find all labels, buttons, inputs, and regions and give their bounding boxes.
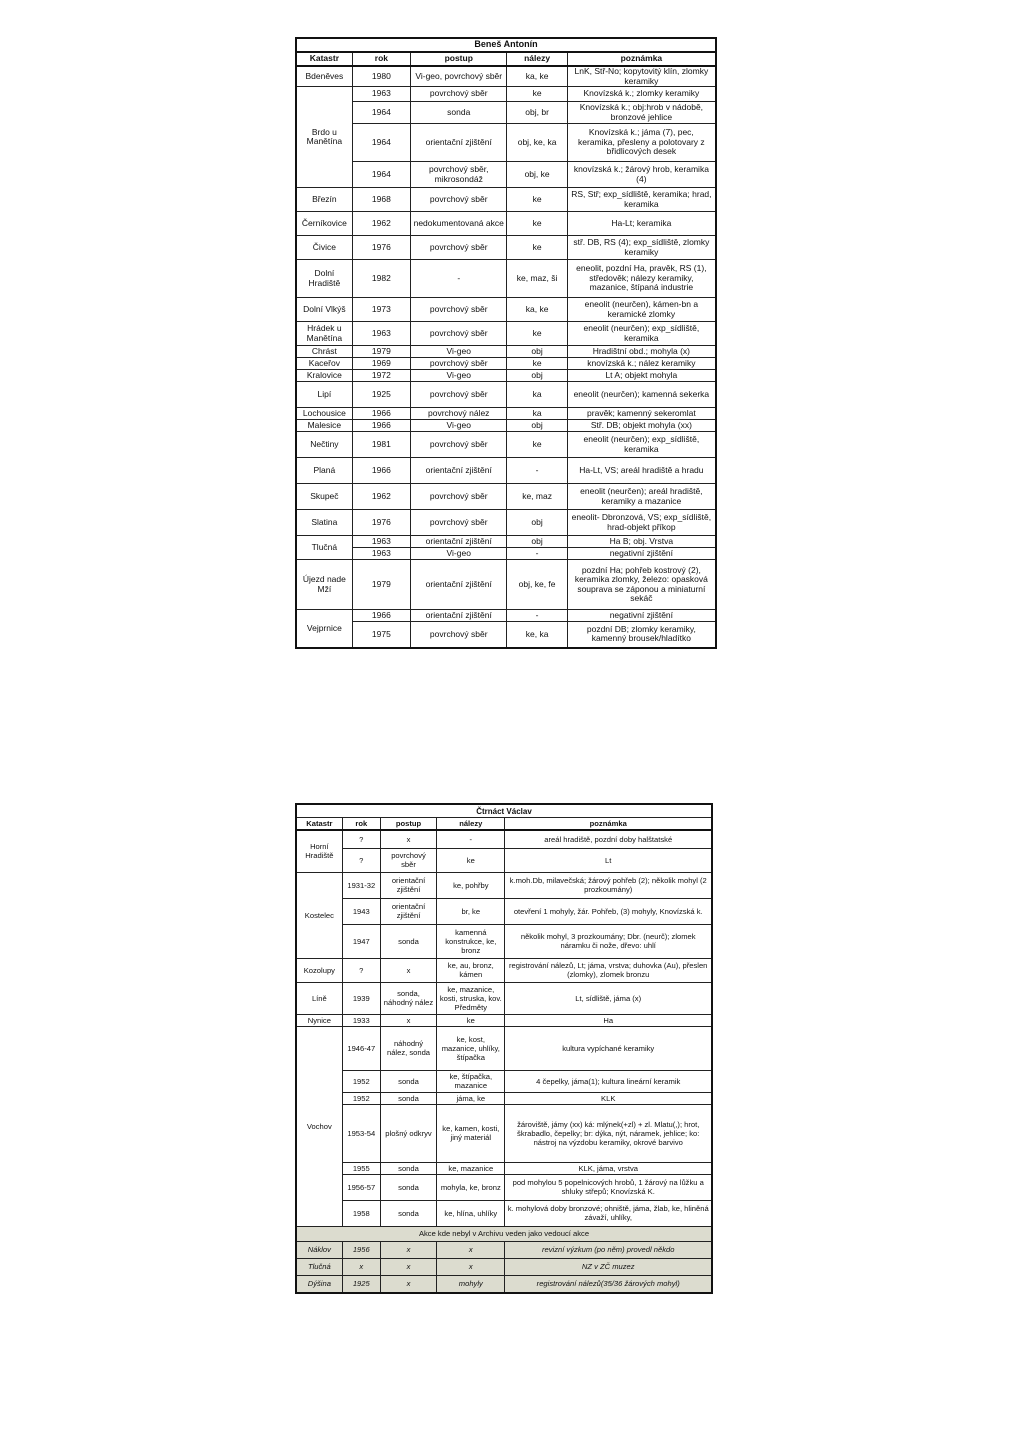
table-row bbox=[296, 66, 716, 87]
nalezy-cell: ke bbox=[437, 848, 505, 872]
poznamka-cell: pod mohylou 5 popelnicových hrobů, 1 žárový na lůžku a shluky střepů; Knovízská K. bbox=[505, 1174, 712, 1200]
poznamka-cell: eneolit (neurčen); exp_sídliště, keramika bbox=[567, 322, 716, 346]
nalezy-cell: ke, kost, mazanice, uhlíky, štípačka bbox=[437, 1026, 505, 1070]
table-caption: Beneš Antonín bbox=[296, 38, 716, 52]
table-row bbox=[296, 212, 716, 236]
rok-cell: 1952 bbox=[342, 1092, 380, 1104]
rok-cell: 1925 bbox=[352, 382, 410, 408]
nalezy-cell: obj bbox=[507, 370, 567, 382]
ctrnact-vaclav-table bbox=[295, 803, 713, 1294]
table-body bbox=[296, 830, 712, 1226]
nalezy-cell: ka bbox=[507, 408, 567, 420]
table-row bbox=[296, 484, 716, 510]
extra-row bbox=[296, 1258, 712, 1275]
nalezy-cell: mohyly bbox=[437, 1275, 505, 1293]
poznamka-cell: eneolit (neurčen); exp_sídliště, keramika bbox=[567, 432, 716, 458]
katastr-cell: Brdo u Manětína bbox=[296, 87, 352, 188]
nalezy-cell: obj bbox=[507, 536, 567, 548]
rok-cell: 1966 bbox=[352, 610, 410, 622]
poznamka-cell: pravěk; kamenný sekeromlat bbox=[567, 408, 716, 420]
nalezy-cell: ke bbox=[507, 432, 567, 458]
rok-cell: 1946-47 bbox=[342, 1026, 380, 1070]
katastr-cell: Kaceřov bbox=[296, 358, 352, 370]
poznamka-cell: LnK, Stř-No; kopytovitý klín, zlomky keramiky bbox=[567, 66, 716, 87]
postup-cell: Vi-geo bbox=[411, 420, 507, 432]
table-row bbox=[296, 382, 716, 408]
table-row bbox=[296, 1162, 712, 1174]
table-row bbox=[296, 87, 716, 102]
nalezy-cell: ke bbox=[507, 188, 567, 212]
poznamka-cell: Knovízská k.; zlomky keramiky bbox=[567, 87, 716, 102]
rok-cell: 1943 bbox=[342, 898, 380, 924]
table-row bbox=[296, 510, 716, 536]
postup-cell: x bbox=[380, 1241, 436, 1258]
nalezy-cell: jáma, ke bbox=[437, 1092, 505, 1104]
nalezy-cell: ka bbox=[507, 382, 567, 408]
poznamka-cell: eneolit (neurčen); areál hradiště, keramiky a mazanice bbox=[567, 484, 716, 510]
rok-cell: 1962 bbox=[352, 212, 410, 236]
katastr-cell: Lipí bbox=[296, 382, 352, 408]
nalezy-cell: ke, maz bbox=[507, 484, 567, 510]
rok-cell: 1958 bbox=[342, 1200, 380, 1226]
nalezy-cell: ke, pohřby bbox=[437, 872, 505, 898]
rok-cell: ? bbox=[342, 848, 380, 872]
rok-cell: x bbox=[342, 1258, 380, 1275]
table-row bbox=[296, 432, 716, 458]
katastr-cell: Dolní Vlkýš bbox=[296, 298, 352, 322]
nalezy-cell: ke, maz, ši bbox=[507, 260, 567, 298]
rok-cell: 1980 bbox=[352, 66, 410, 87]
nalezy-cell: ke, ka bbox=[507, 622, 567, 648]
postup-cell: povrchový sběr bbox=[411, 382, 507, 408]
nalezy-cell: ke bbox=[507, 322, 567, 346]
rok-cell: 1931-32 bbox=[342, 872, 380, 898]
nalezy-cell: obj, br bbox=[507, 102, 567, 124]
rok-cell: 1956-57 bbox=[342, 1174, 380, 1200]
poznamka-cell: eneolit- Dbronzová, VS; exp_sídliště, hrad-objekt příkop bbox=[567, 510, 716, 536]
poznamka-cell: KLK, jáma, vrstva bbox=[505, 1162, 712, 1174]
poznamka-cell: kultura vypíchané keramiky bbox=[505, 1026, 712, 1070]
table-row bbox=[296, 358, 716, 370]
table-row bbox=[296, 1014, 712, 1026]
postup-cell: orientační zjištění bbox=[380, 898, 436, 924]
postup-cell: orientační zjištění bbox=[380, 872, 436, 898]
poznamka-cell: RS, Stř; exp_sídliště, keramika; hrad, keramika bbox=[567, 188, 716, 212]
poznamka-cell: KLK bbox=[505, 1092, 712, 1104]
table-row bbox=[296, 260, 716, 298]
poznamka-cell: areál hradiště, pozdní doby halštatské bbox=[505, 830, 712, 848]
poznamka-cell: k.moh.Db, milavečská; žárový pohřeb (2); několik mohyl (2 prozkoumány) bbox=[505, 872, 712, 898]
nalezy-cell: obj bbox=[507, 420, 567, 432]
katastr-cell: Černíkovice bbox=[296, 212, 352, 236]
table-body bbox=[296, 66, 716, 648]
table-row bbox=[296, 1200, 712, 1226]
rok-cell: 1963 bbox=[352, 548, 410, 560]
table-row bbox=[296, 124, 716, 162]
katastr-cell: Hrádek u Manětína bbox=[296, 322, 352, 346]
poznamka-cell: eneolit, pozdní Ha, pravěk, RS (1), středověk; nálezy keramiky, mazanice, štípaná industrie bbox=[567, 260, 716, 298]
rok-cell: 1969 bbox=[352, 358, 410, 370]
postup-cell: sonda bbox=[380, 1174, 436, 1200]
poznamka-cell: pozdní DB; zlomky keramiky, kamenný brousek/hladítko bbox=[567, 622, 716, 648]
postup-cell: povrchový sběr bbox=[411, 322, 507, 346]
postup-cell: plošný odkryv bbox=[380, 1104, 436, 1162]
nalezy-cell: ke bbox=[437, 1014, 505, 1026]
katastr-cell: Čivice bbox=[296, 236, 352, 260]
nalezy-cell: - bbox=[437, 830, 505, 848]
katastr-cell: Líně bbox=[296, 982, 342, 1014]
katastr-cell: Kozolupy bbox=[296, 958, 342, 982]
postup-cell: orientační zjištění bbox=[411, 610, 507, 622]
table-row bbox=[296, 322, 716, 346]
rok-cell: ? bbox=[342, 958, 380, 982]
postup-cell: povrchový sběr bbox=[411, 358, 507, 370]
katastr-cell: Lochousice bbox=[296, 408, 352, 420]
postup-cell: nedokumentovaná akce bbox=[411, 212, 507, 236]
postup-cell: sonda bbox=[411, 102, 507, 124]
poznamka-cell: několik mohyl, 3 prozkoumány; Dbr. (neurč); zlomek náramku či nože, dřevo: uhlí bbox=[505, 924, 712, 958]
table-row bbox=[296, 830, 712, 848]
nalezy-cell: - bbox=[507, 610, 567, 622]
column-header-rok: rok bbox=[342, 818, 380, 831]
rok-cell: 1939 bbox=[342, 982, 380, 1014]
extra-row bbox=[296, 1275, 712, 1293]
postup-cell: sonda, náhodný nález bbox=[380, 982, 436, 1014]
table-row bbox=[296, 298, 716, 322]
poznamka-cell: Lt bbox=[505, 848, 712, 872]
nalezy-cell: obj, ke bbox=[507, 162, 567, 188]
poznamka-cell: NZ v ZČ muzez bbox=[505, 1258, 712, 1275]
katastr-cell: Březín bbox=[296, 188, 352, 212]
table-row bbox=[296, 622, 716, 648]
poznamka-cell: Lt A; objekt mohyla bbox=[567, 370, 716, 382]
poznamka-cell: knovízská k.; žárový hrob, keramika (4) bbox=[567, 162, 716, 188]
column-header-rok: rok bbox=[352, 52, 410, 66]
katastr-cell: Malesice bbox=[296, 420, 352, 432]
column-header-postup: postup bbox=[411, 52, 507, 66]
rok-cell: 1975 bbox=[352, 622, 410, 648]
rok-cell: 1972 bbox=[352, 370, 410, 382]
nalezy-cell: mohyla, ke, bronz bbox=[437, 1174, 505, 1200]
poznamka-cell: revizní výzkum (po něm) provedl někdo bbox=[505, 1241, 712, 1258]
rok-cell: ? bbox=[342, 830, 380, 848]
rok-cell: 1952 bbox=[342, 1070, 380, 1092]
nalezy-cell: obj, ke, ka bbox=[507, 124, 567, 162]
postup-cell: sonda bbox=[380, 1162, 436, 1174]
poznamka-cell: eneolit (neurčen), kámen-bn a keramické zlomky bbox=[567, 298, 716, 322]
column-header-postup: postup bbox=[380, 818, 436, 831]
postup-cell: Vi-geo bbox=[411, 346, 507, 358]
nalezy-cell: - bbox=[507, 548, 567, 560]
rok-cell: 1976 bbox=[352, 510, 410, 536]
katastr-cell: Dýšina bbox=[296, 1275, 342, 1293]
table-row bbox=[296, 1104, 712, 1162]
postup-cell: orientační zjištění bbox=[411, 124, 507, 162]
katastr-cell: Bdeněves bbox=[296, 66, 352, 87]
rok-cell: 1962 bbox=[352, 484, 410, 510]
nalezy-cell: x bbox=[437, 1241, 505, 1258]
poznamka-cell: Knovízská k.; obj:hrob v nádobě, bronzové jehlice bbox=[567, 102, 716, 124]
rok-cell: 1981 bbox=[352, 432, 410, 458]
table-row bbox=[296, 548, 716, 560]
postup-cell: povrchový sběr bbox=[380, 848, 436, 872]
poznamka-cell: Ha bbox=[505, 1014, 712, 1026]
table-caption: Čtrnáct Václav bbox=[296, 804, 712, 818]
postup-cell: x bbox=[380, 1258, 436, 1275]
poznamka-cell: knovízská k.; nález keramiky bbox=[567, 358, 716, 370]
poznamka-cell: Knovízská k.; jáma (7), pec, keramika, přesleny a polotovary z břidlicových desek bbox=[567, 124, 716, 162]
nalezy-cell: ka, ke bbox=[507, 66, 567, 87]
poznamka-cell: pozdní Ha; pohřeb kostrový (2), keramika zlomky, železo: opasková souprava se záponou a miniaturní sekáč bbox=[567, 560, 716, 610]
nalezy-cell: ke, mazanice bbox=[437, 1162, 505, 1174]
rok-cell: 1953-54 bbox=[342, 1104, 380, 1162]
katastr-cell: Vejprnice bbox=[296, 610, 352, 648]
katastr-cell: Újezd nade Mží bbox=[296, 560, 352, 610]
katastr-cell: Dolní Hradiště bbox=[296, 260, 352, 298]
postup-cell: povrchový nález bbox=[411, 408, 507, 420]
poznamka-cell: stř. DB, RS (4); exp_sídliště, zlomky keramiky bbox=[567, 236, 716, 260]
katastr-cell: Skupeč bbox=[296, 484, 352, 510]
table-row bbox=[296, 1092, 712, 1104]
rok-cell: 1973 bbox=[352, 298, 410, 322]
rok-cell: 1933 bbox=[342, 1014, 380, 1026]
nalezy-cell: ke bbox=[507, 87, 567, 102]
poznamka-cell: k. mohylová doby bronzové; ohniště, jáma, žlab, ke, hliněná závaží, uhlíky, bbox=[505, 1200, 712, 1226]
katastr-cell: Vochov bbox=[296, 1026, 342, 1226]
postup-cell: orientační zjištění bbox=[411, 458, 507, 484]
postup-cell: povrchový sběr bbox=[411, 188, 507, 212]
column-header-katastr: Katastr bbox=[296, 52, 352, 66]
postup-cell: sonda bbox=[380, 1200, 436, 1226]
postup-cell: Vi-geo bbox=[411, 370, 507, 382]
nalezy-cell: ke, au, bronz, kámen bbox=[437, 958, 505, 982]
table-row bbox=[296, 560, 716, 610]
postup-cell: povrchový sběr bbox=[411, 87, 507, 102]
postup-cell: Vi-geo, povrchový sběr bbox=[411, 66, 507, 87]
katastr-cell: Slatina bbox=[296, 510, 352, 536]
katastr-cell: Nynice bbox=[296, 1014, 342, 1026]
nalezy-cell: br, ke bbox=[437, 898, 505, 924]
benes-antonin-table bbox=[295, 37, 717, 649]
column-header-poznamka: poznámka bbox=[567, 52, 716, 66]
table-extra-body bbox=[296, 1226, 712, 1293]
nalezy-cell: kamenná konstrukce, ke, bronz bbox=[437, 924, 505, 958]
postup-cell: x bbox=[380, 1275, 436, 1293]
nalezy-cell: ke, hlína, uhlíky bbox=[437, 1200, 505, 1226]
table-row bbox=[296, 370, 716, 382]
nalezy-cell: ka, ke bbox=[507, 298, 567, 322]
nalezy-cell: x bbox=[437, 1258, 505, 1275]
table-row bbox=[296, 188, 716, 212]
postup-cell: x bbox=[380, 1014, 436, 1026]
postup-cell: povrchový sběr bbox=[411, 484, 507, 510]
postup-cell: povrchový sběr bbox=[411, 298, 507, 322]
rok-cell: 1963 bbox=[352, 87, 410, 102]
poznamka-cell: Ha-Lt; keramika bbox=[567, 212, 716, 236]
table-row bbox=[296, 346, 716, 358]
postup-cell: Vi-geo bbox=[411, 548, 507, 560]
poznamka-cell: Ha-Lt, VS; areál hradiště a hradu bbox=[567, 458, 716, 484]
poznamka-cell: negativní zjištění bbox=[567, 610, 716, 622]
poznamka-cell: registrování nálezů(35/36 žárových mohyl) bbox=[505, 1275, 712, 1293]
poznamka-cell: otevření 1 mohyly, žár. Pohřeb, (3) mohyly, Knovízská k. bbox=[505, 898, 712, 924]
notice-text: Akce kde nebyl v Archivu veden jako vedoucí akce bbox=[296, 1226, 712, 1241]
postup-cell: orientační zjištění bbox=[411, 536, 507, 548]
postup-cell: povrchový sběr bbox=[411, 510, 507, 536]
table-row bbox=[296, 982, 712, 1014]
poznamka-cell: Hradištní obd.; mohyla (x) bbox=[567, 346, 716, 358]
table-row bbox=[296, 1174, 712, 1200]
extra-row bbox=[296, 1241, 712, 1258]
table-row bbox=[296, 162, 716, 188]
katastr-cell: Chrást bbox=[296, 346, 352, 358]
rok-cell: 1964 bbox=[352, 124, 410, 162]
rok-cell: 1963 bbox=[352, 322, 410, 346]
nalezy-cell: ke bbox=[507, 236, 567, 260]
nalezy-cell: obj, ke, fe bbox=[507, 560, 567, 610]
postup-cell: sonda bbox=[380, 1092, 436, 1104]
postup-cell: orientační zjištění bbox=[411, 560, 507, 610]
rok-cell: 1966 bbox=[352, 420, 410, 432]
rok-cell: 1966 bbox=[352, 408, 410, 420]
postup-cell: povrchový sběr bbox=[411, 622, 507, 648]
table-row bbox=[296, 610, 716, 622]
rok-cell: 1925 bbox=[342, 1275, 380, 1293]
rok-cell: 1955 bbox=[342, 1162, 380, 1174]
katastr-cell: Tlučná bbox=[296, 536, 352, 560]
katastr-cell: Horní Hradiště bbox=[296, 830, 342, 872]
katastr-cell: Nečtiny bbox=[296, 432, 352, 458]
rok-cell: 1982 bbox=[352, 260, 410, 298]
table-row bbox=[296, 924, 712, 958]
table-row bbox=[296, 958, 712, 982]
nalezy-cell: ke bbox=[507, 358, 567, 370]
katastr-cell: Kralovice bbox=[296, 370, 352, 382]
table-row bbox=[296, 458, 716, 484]
postup-cell: povrchový sběr bbox=[411, 236, 507, 260]
poznamka-cell: Lt, sídliště, jáma (x) bbox=[505, 982, 712, 1014]
column-header-katastr: Katastr bbox=[296, 818, 342, 831]
rok-cell: 1947 bbox=[342, 924, 380, 958]
poznamka-cell: žároviště, jámy (xx) ká: mlýnek(+zl) + zl. Mlatu(,); hrot, škrabadlo, čepelky; br: dýka, nýt, náramek, jehlice; ko: nástroj na výzdobu keramiky, okrové barvivo bbox=[505, 1104, 712, 1162]
table-row bbox=[296, 872, 712, 898]
nalezy-cell: ke, mazanice, kosti, struska, kov. Předměty bbox=[437, 982, 505, 1014]
nalezy-cell: obj bbox=[507, 510, 567, 536]
table-row bbox=[296, 536, 716, 548]
rok-cell: 1968 bbox=[352, 188, 410, 212]
rok-cell: 1979 bbox=[352, 346, 410, 358]
postup-cell: sonda bbox=[380, 924, 436, 958]
column-header-nalezy: nálezy bbox=[437, 818, 505, 831]
poznamka-cell: 4 čepelky, jáma(1); kultura lineární keramik bbox=[505, 1070, 712, 1092]
table-row bbox=[296, 1026, 712, 1070]
postup-cell: x bbox=[380, 830, 436, 848]
table-row bbox=[296, 102, 716, 124]
rok-cell: 1963 bbox=[352, 536, 410, 548]
katastr-cell: Náklov bbox=[296, 1241, 342, 1258]
notice-row bbox=[296, 1226, 712, 1241]
postup-cell: náhodný nález, sonda bbox=[380, 1026, 436, 1070]
poznamka-cell: negativní zjištění bbox=[567, 548, 716, 560]
table-row bbox=[296, 236, 716, 260]
rok-cell: 1966 bbox=[352, 458, 410, 484]
rok-cell: 1979 bbox=[352, 560, 410, 610]
poznamka-cell: Stř. DB; objekt mohyla (xx) bbox=[567, 420, 716, 432]
table-row bbox=[296, 408, 716, 420]
nalezy-cell: - bbox=[507, 458, 567, 484]
poznamka-cell: eneolit (neurčen); kamenná sekerka bbox=[567, 382, 716, 408]
postup-cell: x bbox=[380, 958, 436, 982]
poznamka-cell: registrování nálezů, Lt; jáma, vrstva; duhovka (Au), přeslen (zlomky), zlomek bronzu bbox=[505, 958, 712, 982]
postup-cell: povrchový sběr, mikrosondáž bbox=[411, 162, 507, 188]
rok-cell: 1976 bbox=[352, 236, 410, 260]
column-header-poznamka: poznámka bbox=[505, 818, 712, 831]
rok-cell: 1956 bbox=[342, 1241, 380, 1258]
poznamka-cell: Ha B; obj. Vrstva bbox=[567, 536, 716, 548]
nalezy-cell: ke bbox=[507, 212, 567, 236]
column-header-nalezy: nálezy bbox=[507, 52, 567, 66]
rok-cell: 1964 bbox=[352, 162, 410, 188]
table-row bbox=[296, 420, 716, 432]
table-row bbox=[296, 848, 712, 872]
nalezy-cell: obj bbox=[507, 346, 567, 358]
postup-cell: sonda bbox=[380, 1070, 436, 1092]
katastr-cell: Tlučná bbox=[296, 1258, 342, 1275]
rok-cell: 1964 bbox=[352, 102, 410, 124]
nalezy-cell: ke, štípačka, mazanice bbox=[437, 1070, 505, 1092]
table-row bbox=[296, 898, 712, 924]
nalezy-cell: ke, kamen, kosti, jiný materiál bbox=[437, 1104, 505, 1162]
table-row bbox=[296, 1070, 712, 1092]
katastr-cell: Kostelec bbox=[296, 872, 342, 958]
katastr-cell: Planá bbox=[296, 458, 352, 484]
postup-cell: povrchový sběr bbox=[411, 432, 507, 458]
postup-cell: - bbox=[411, 260, 507, 298]
